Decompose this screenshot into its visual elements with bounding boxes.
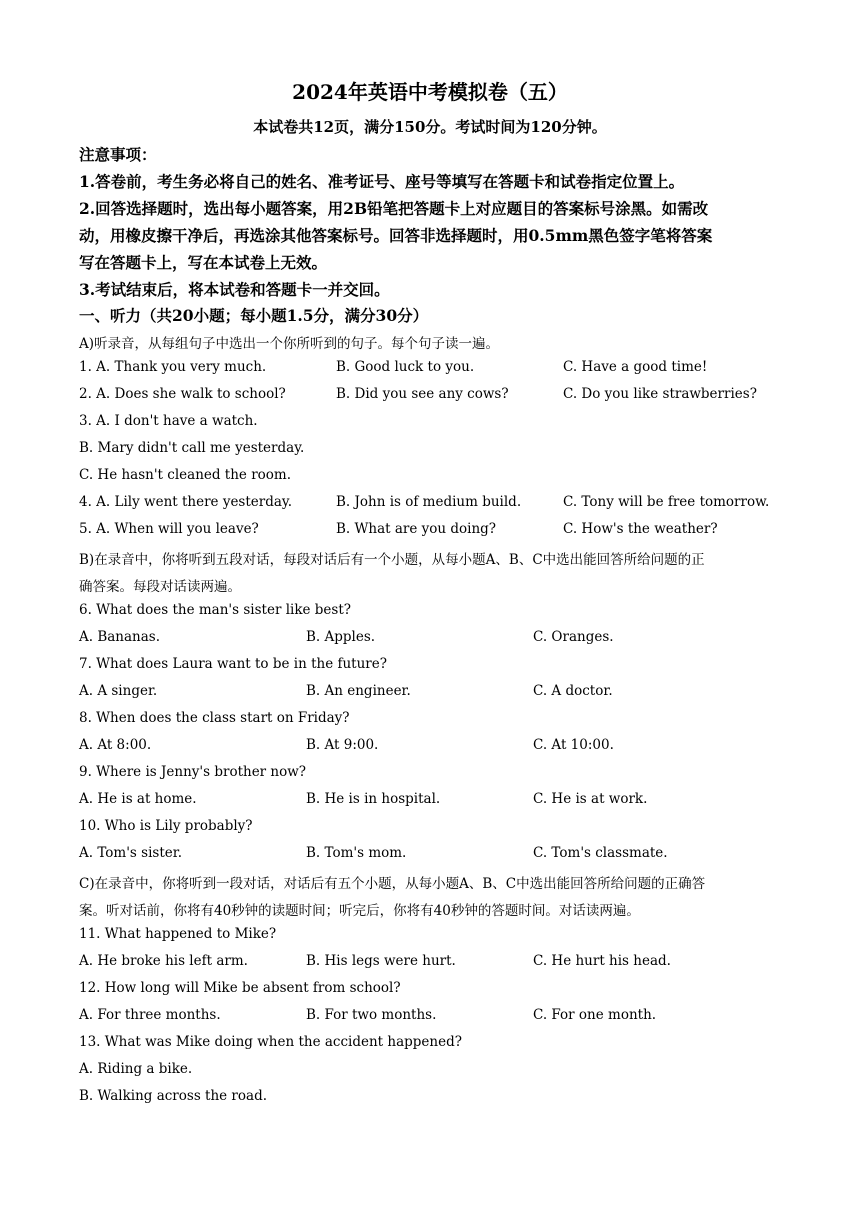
notice-item-2-end: 写在答题卡上，写在本试卷上无效。	[79, 253, 328, 272]
q1-option-c: C. Have a good time!	[563, 359, 708, 375]
q12-option-a: A. For three months.	[79, 1007, 221, 1023]
q3-option-c: C. He hasn't cleaned the room.	[79, 467, 292, 483]
q10-option-a: A. Tom's sister.	[79, 845, 182, 861]
q3-option-a: 3. A. I don't have a watch.	[79, 413, 258, 429]
q7-option-b: B. An engineer.	[306, 683, 411, 699]
q12-stem: 12. How long will Mike be absent from school?	[79, 980, 401, 996]
section-heading: 一、听力（共20小题；每小题1.5分，满分30分）	[79, 306, 429, 325]
q7-option-c: C. A doctor.	[533, 683, 613, 699]
q8-option-c: C. At 10:00.	[533, 737, 614, 753]
q8-stem: 8. When does the class start on Friday?	[79, 710, 350, 726]
q4-option-a: 4. A. Lily went there yesterday.	[79, 494, 293, 510]
q6-option-a: A. Bananas.	[79, 629, 161, 645]
q12-option-c: C. For one month.	[533, 1007, 657, 1023]
q4-option-b: B. John is of medium build.	[336, 494, 522, 510]
notice-item-2: 2.回答选择题时，选出每小题答案，用2B铅笔把答题卡上对应题目的答案标号涂黑。如需改	[79, 199, 709, 218]
part-c-instruction: C)在录音中，你将听到一段对话，对话后有五个小题，从每小题A、B、C中选出能回答所给问题的正确答	[79, 876, 706, 892]
q13-stem: 13. What was Mike doing when the accident happened?	[79, 1034, 462, 1050]
q12-option-b: B. For two months.	[306, 1007, 437, 1023]
exam-info: 本试卷共12页，满分150分。考试时间为120分钟。	[253, 118, 607, 136]
q11-option-a: A. He broke his left arm.	[79, 953, 248, 969]
q13-option-a: A. Riding a bike.	[79, 1061, 193, 1077]
q13-option-b: B. Walking across the road.	[79, 1088, 267, 1104]
q1-option-a: 1. A. Thank you very much.	[79, 359, 267, 375]
q10-option-c: C. Tom's classmate.	[533, 845, 668, 861]
q7-stem: 7. What does Laura want to be in the future?	[79, 656, 387, 672]
q5-option-b: B. What are you doing?	[336, 521, 497, 537]
part-b-instruction-cont: 确答案。每段对话读两遍。	[79, 579, 241, 595]
notice-item-2-cont: 动，用橡皮擦干净后，再选涂其他答案标号。回答非选择题时，用0.5mm黑色签字笔将答案	[79, 226, 713, 245]
q4-option-c: C. Tony will be free tomorrow.	[563, 494, 770, 510]
part-c-instruction-cont: 案。听对话前，你将有40秒钟的读题时间；听完后，你将有40秒钟的答题时间。对话读两遍。	[79, 903, 640, 919]
q1-option-b: B. Good luck to you.	[336, 359, 475, 375]
q11-option-c: C. He hurt his head.	[533, 953, 671, 969]
q9-option-c: C. He is at work.	[533, 791, 648, 807]
q11-stem: 11. What happened to Mike?	[79, 926, 277, 942]
q11-option-b: B. His legs were hurt.	[306, 953, 456, 969]
q2-option-b: B. Did you see any cows?	[336, 386, 509, 402]
q2-option-a: 2. A. Does she walk to school?	[79, 386, 286, 402]
q6-option-b: B. Apples.	[306, 629, 376, 645]
q5-option-c: C. How's the weather?	[563, 521, 718, 537]
q8-option-a: A. At 8:00.	[79, 737, 152, 753]
q2-option-c: C. Do you like strawberries?	[563, 386, 757, 402]
q10-option-b: B. Tom's mom.	[306, 845, 407, 861]
q10-stem: 10. Who is Lily probably?	[79, 818, 253, 834]
notice-item-3: 3.考试结束后，将本试卷和答题卡一并交回。	[79, 280, 390, 299]
part-a-instruction: A)听录音，从每组句子中选出一个你所听到的句子。每个句子读一遍。	[79, 336, 500, 352]
q6-stem: 6. What does the man's sister like best?	[79, 602, 352, 618]
q7-option-a: A. A singer.	[79, 683, 158, 699]
part-b-instruction: B)在录音中，你将听到五段对话，每段对话后有一个小题，从每小题A、B、C中选出能回答所给问题的正	[79, 552, 705, 568]
q8-option-b: B. At 9:00.	[306, 737, 379, 753]
q3-option-b: B. Mary didn't call me yesterday.	[79, 440, 305, 456]
q9-stem: 9. Where is Jenny's brother now?	[79, 764, 307, 780]
page-title: 2024年英语中考模拟卷（五）	[292, 80, 568, 104]
q6-option-c: C. Oranges.	[533, 629, 614, 645]
notice-heading: 注意事项：	[79, 145, 157, 164]
notice-item-1: 1.答卷前，考生务必将自己的姓名、准考证号、座号等填写在答题卡和试卷指定位置上。	[79, 172, 685, 191]
q9-option-b: B. He is in hospital.	[306, 791, 441, 807]
q9-option-a: A. He is at home.	[79, 791, 197, 807]
q5-option-a: 5. A. When will you leave?	[79, 521, 259, 537]
